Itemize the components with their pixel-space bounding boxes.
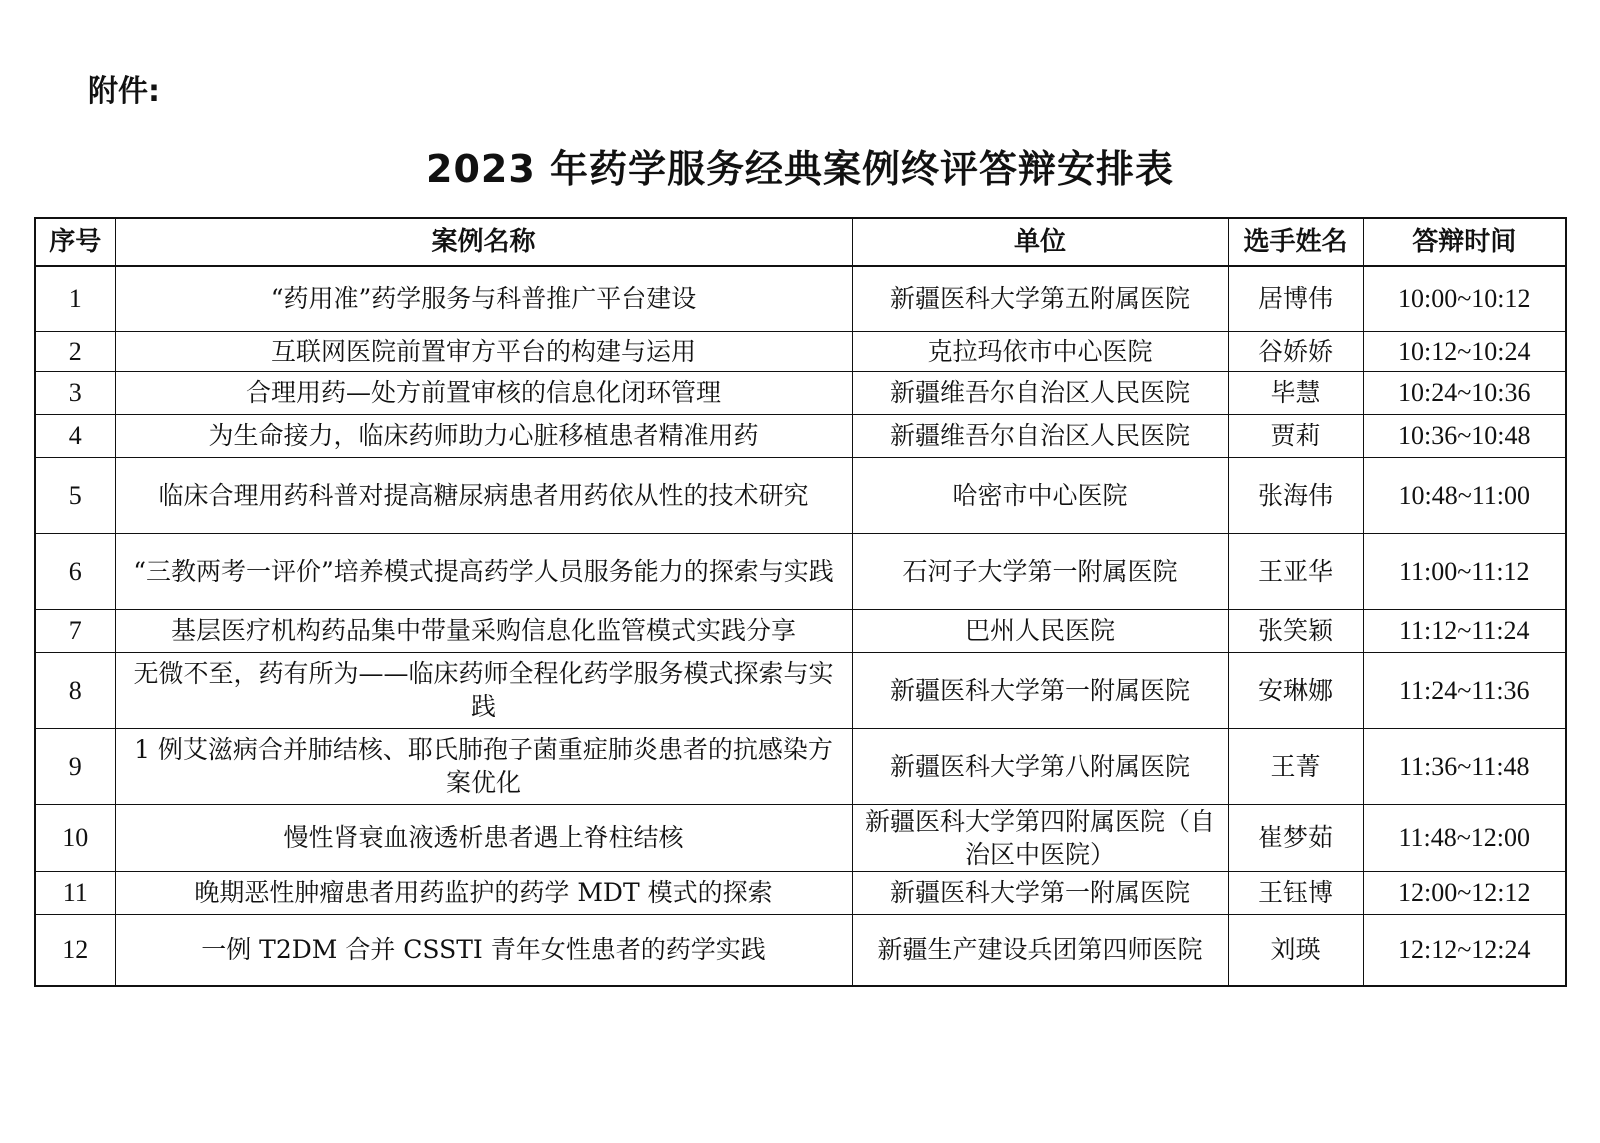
table-row	[35, 266, 1566, 331]
row-unit: 新疆医科大学第一附属医院	[852, 871, 1228, 914]
table-row	[35, 652, 1566, 728]
row-contestant: 崔梦茹	[1228, 804, 1363, 871]
row-contestant: 刘瑛	[1228, 914, 1363, 986]
row-index: 2	[35, 331, 115, 371]
row-contestant: 贾莉	[1228, 414, 1363, 457]
row-unit: 新疆医科大学第八附属医院	[852, 728, 1228, 804]
row-contestant: 安琳娜	[1228, 652, 1363, 728]
row-index: 3	[35, 371, 115, 414]
row-contestant: 王钰博	[1228, 871, 1363, 914]
row-contestant: 王亚华	[1228, 533, 1363, 609]
attachment-label: 附件:	[88, 74, 160, 109]
row-case-name: 基层医疗机构药品集中带量采购信息化监管模式实践分享	[115, 609, 852, 652]
row-case-name: 合理用药—处方前置审核的信息化闭环管理	[115, 371, 852, 414]
table-row	[35, 871, 1566, 914]
row-unit: 新疆维吾尔自治区人民医院	[852, 371, 1228, 414]
table-row	[35, 804, 1566, 871]
schedule-table	[34, 217, 1567, 987]
header-contestant: 选手姓名	[1228, 218, 1363, 266]
row-unit: 新疆维吾尔自治区人民医院	[852, 414, 1228, 457]
row-unit: 克拉玛依市中心医院	[852, 331, 1228, 371]
table-row	[35, 914, 1566, 986]
row-case-name: 慢性肾衰血液透析患者遇上脊柱结核	[115, 804, 852, 871]
row-case-name: 互联网医院前置审方平台的构建与运用	[115, 331, 852, 371]
row-unit: 新疆生产建设兵团第四师医院	[852, 914, 1228, 986]
row-unit: 石河子大学第一附属医院	[852, 533, 1228, 609]
row-time: 11:48~12:00	[1363, 804, 1566, 871]
table-row	[35, 457, 1566, 533]
row-time: 11:24~11:36	[1363, 652, 1566, 728]
row-time: 11:36~11:48	[1363, 728, 1566, 804]
header-case-name: 案例名称	[115, 218, 852, 266]
row-case-name: 为生命接力，临床药师助力心脏移植患者精准用药	[115, 414, 852, 457]
row-contestant: 张海伟	[1228, 457, 1363, 533]
row-unit: 新疆医科大学第四附属医院（自治区中医院）	[852, 804, 1228, 871]
row-time: 10:12~10:24	[1363, 331, 1566, 371]
row-index: 7	[35, 609, 115, 652]
table-row	[35, 728, 1566, 804]
row-index: 4	[35, 414, 115, 457]
row-index: 9	[35, 728, 115, 804]
table-row	[35, 533, 1566, 609]
header-index: 序号	[35, 218, 115, 266]
row-contestant: 张笑颖	[1228, 609, 1363, 652]
document-title: 2023 年药学服务经典案例终评答辩安排表	[426, 147, 1174, 191]
row-case-name: “药用准”药学服务与科普推广平台建设	[115, 266, 852, 331]
row-time: 10:36~10:48	[1363, 414, 1566, 457]
row-case-name: 无微不至，药有所为——临床药师全程化药学服务模式探索与实践	[115, 652, 852, 728]
row-index: 6	[35, 533, 115, 609]
row-contestant: 王菁	[1228, 728, 1363, 804]
row-contestant: 谷娇娇	[1228, 331, 1363, 371]
row-time: 10:24~10:36	[1363, 371, 1566, 414]
row-contestant: 毕慧	[1228, 371, 1363, 414]
row-contestant: 居博伟	[1228, 266, 1363, 331]
row-case-name: 1 例艾滋病合并肺结核、耶氏肺孢子菌重症肺炎患者的抗感染方案优化	[115, 728, 852, 804]
row-index: 1	[35, 266, 115, 331]
row-time: 10:00~10:12	[1363, 266, 1566, 331]
header-unit: 单位	[852, 218, 1228, 266]
row-time: 10:48~11:00	[1363, 457, 1566, 533]
row-index: 10	[35, 804, 115, 871]
row-case-name: 一例 T2DM 合并 CSSTI 青年女性患者的药学实践	[115, 914, 852, 986]
table-row	[35, 414, 1566, 457]
row-time: 11:12~11:24	[1363, 609, 1566, 652]
table-row	[35, 609, 1566, 652]
row-index: 11	[35, 871, 115, 914]
row-unit: 新疆医科大学第五附属医院	[852, 266, 1228, 331]
row-index: 5	[35, 457, 115, 533]
row-case-name: 晚期恶性肿瘤患者用药监护的药学 MDT 模式的探索	[115, 871, 852, 914]
row-unit: 新疆医科大学第一附属医院	[852, 652, 1228, 728]
row-time: 11:00~11:12	[1363, 533, 1566, 609]
table-row	[35, 331, 1566, 371]
row-unit: 哈密市中心医院	[852, 457, 1228, 533]
row-case-name: “三教两考一评价”培养模式提高药学人员服务能力的探索与实践	[115, 533, 852, 609]
row-case-name: 临床合理用药科普对提高糖尿病患者用药依从性的技术研究	[115, 457, 852, 533]
table-row	[35, 371, 1566, 414]
row-index: 12	[35, 914, 115, 986]
row-index: 8	[35, 652, 115, 728]
row-unit: 巴州人民医院	[852, 609, 1228, 652]
header-time: 答辩时间	[1363, 218, 1566, 266]
table-header-row	[35, 218, 1566, 266]
row-time: 12:00~12:12	[1363, 871, 1566, 914]
row-time: 12:12~12:24	[1363, 914, 1566, 986]
